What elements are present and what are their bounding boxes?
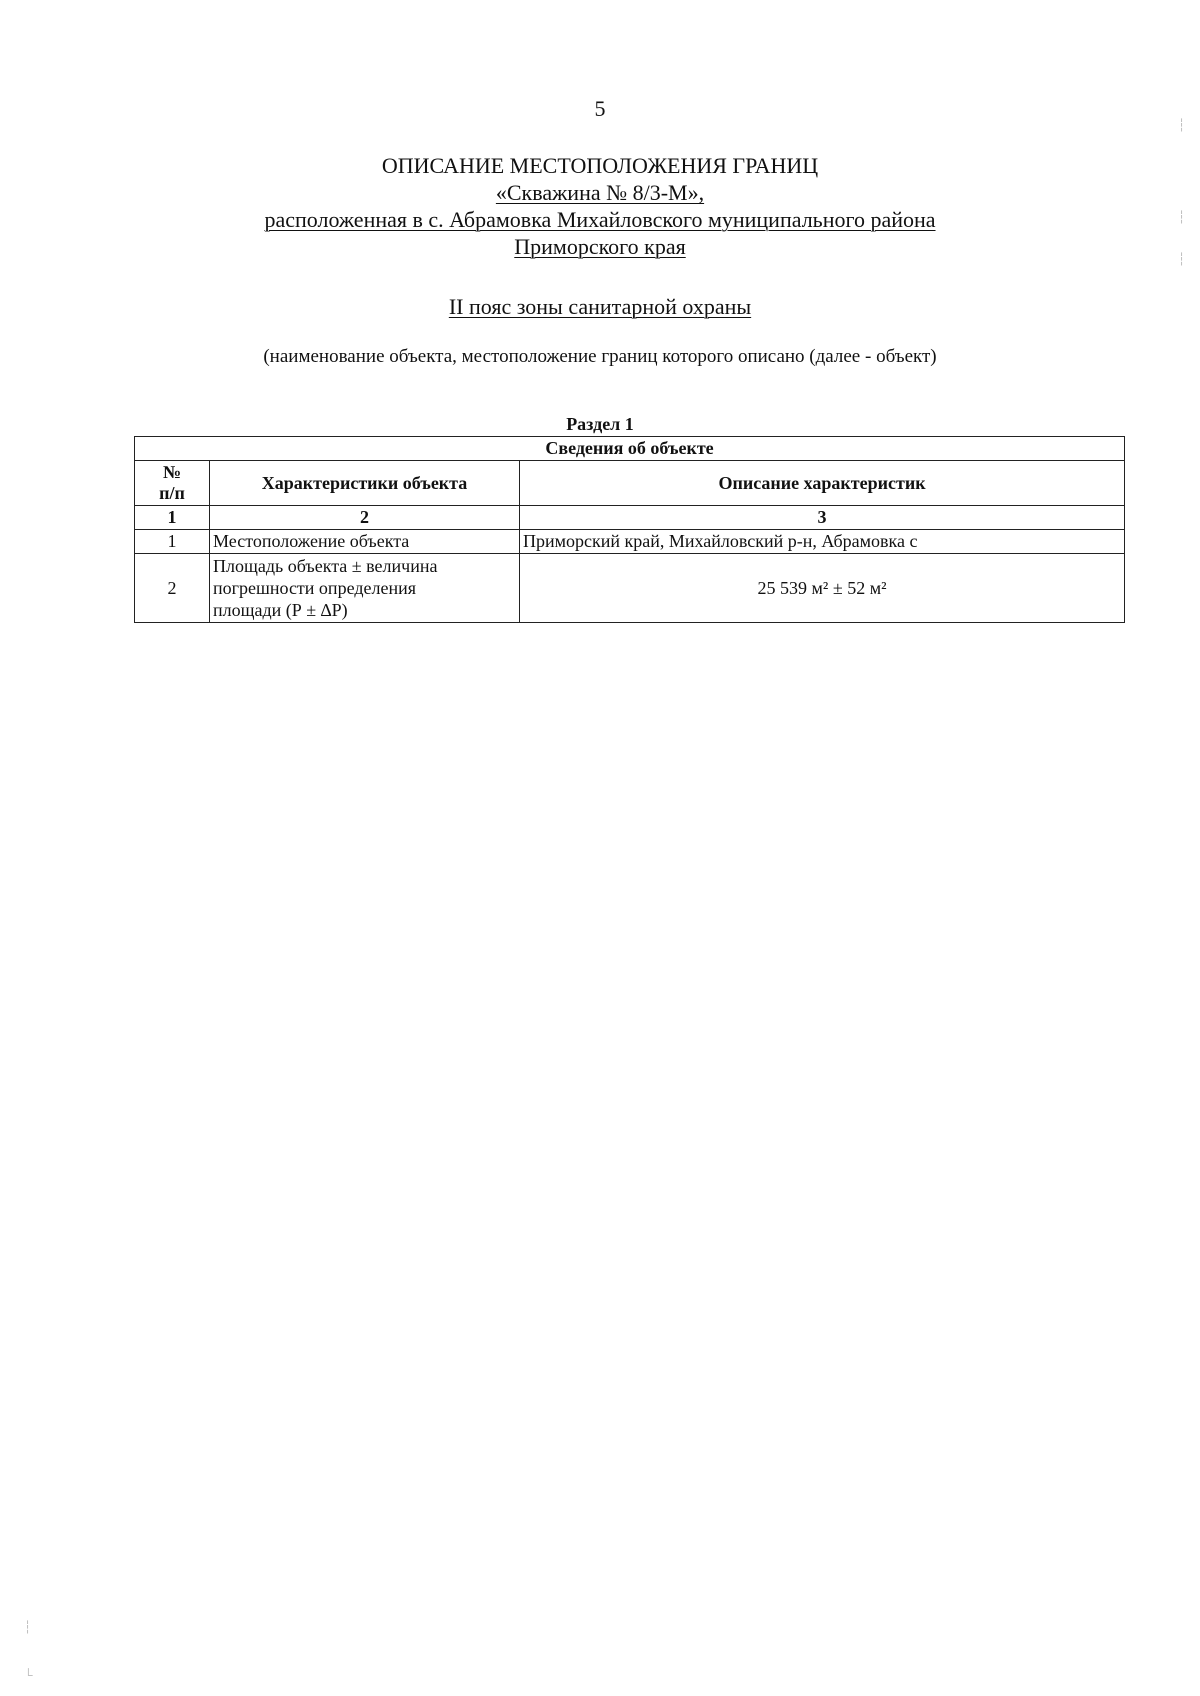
title-line-1: ОПИСАНИЕ МЕСТОПОЛОЖЕНИЯ ГРАНИЦ <box>381 153 819 178</box>
section-title: Раздел 1 <box>566 414 634 434</box>
scan-margin-mark: ┆ <box>1178 252 1186 266</box>
header-number-line2: п/п <box>159 483 185 503</box>
scan-margin-mark: ┆ <box>1178 210 1186 224</box>
index-cell-3: 3 <box>520 506 1125 530</box>
row-characteristic-line2: погрешности определения <box>213 578 416 598</box>
scan-margin-mark: └ <box>24 1668 33 1682</box>
title-object-name: «Скважина № 8/3-М», <box>495 180 705 205</box>
table-row <box>135 530 1125 554</box>
header-description: Описание характеристик <box>520 461 1125 506</box>
object-note: (наименование объекта, местоположение границ которого описано (далее - объект) <box>263 346 937 367</box>
row-characteristic <box>210 554 520 623</box>
row-number: 1 <box>135 530 210 554</box>
page-number: 5 <box>594 96 606 121</box>
row-characteristic-line3: площади (Р ± ∆Р) <box>213 600 348 620</box>
row-number: 2 <box>135 554 210 623</box>
table-caption: Сведения об объекте <box>135 437 1125 461</box>
protection-zone: II пояс зоны санитарной охраны <box>448 294 752 319</box>
header-number <box>135 461 210 506</box>
scan-margin-mark: ┆ <box>1178 118 1186 132</box>
index-cell-2: 2 <box>210 506 520 530</box>
row-description: Приморский край, Михайловский р-н, Абрамовка с <box>520 530 1125 554</box>
row-description: 25 539 м² ± 52 м² <box>520 554 1125 623</box>
document-title <box>0 152 1200 260</box>
header-characteristics: Характеристики объекта <box>210 461 520 506</box>
table-row <box>135 554 1125 623</box>
header-number-line1: № <box>162 462 182 482</box>
scan-margin-mark: ┆ <box>24 1620 32 1634</box>
index-row <box>135 506 1125 530</box>
index-cell-1: 1 <box>135 506 210 530</box>
row-characteristic: Местоположение объекта <box>210 530 520 554</box>
title-location: расположенная в с. Абрамовка Михайловского муниципального района <box>264 207 936 232</box>
object-info-table <box>134 436 1125 623</box>
row-characteristic-line1: Площадь объекта ± величина <box>213 556 438 576</box>
title-region: Приморского края <box>514 234 686 259</box>
